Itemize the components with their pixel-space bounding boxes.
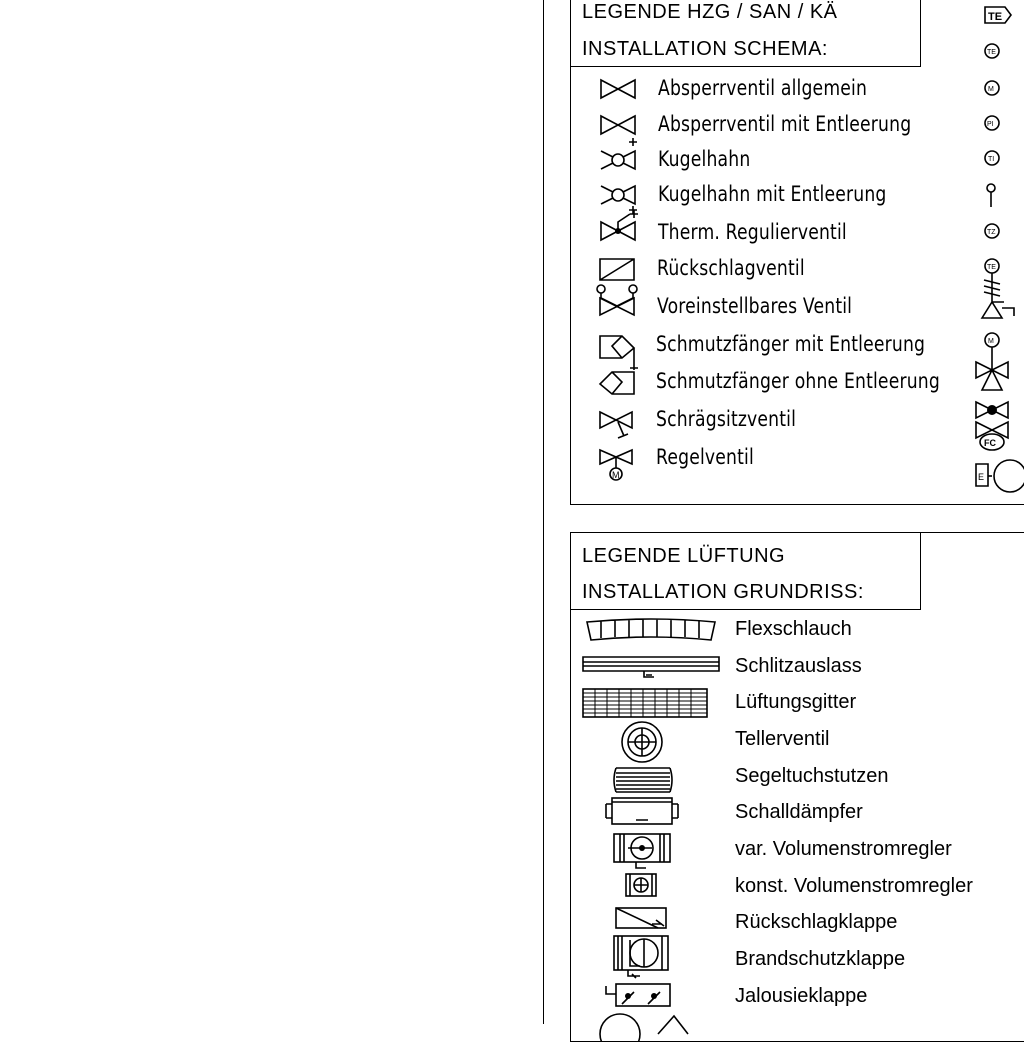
silencer-icon — [604, 796, 680, 826]
check-valve-icon — [598, 258, 636, 282]
sensor-probe-icon — [985, 183, 999, 209]
motor-icon — [983, 79, 1003, 99]
legend-lueftung-label-10: Brandschutzklappe — [735, 948, 906, 970]
check-damper-icon — [614, 906, 670, 932]
motorized-3way-valve-icon — [974, 330, 1018, 392]
angle-seat-valve-icon — [598, 408, 636, 440]
disc-valve-icon — [620, 720, 666, 766]
svg-text:TE: TE — [987, 264, 996, 271]
legend-lueftung-title-box — [570, 532, 921, 610]
legend-hzg-title-line1: LEGENDE HZG / SAN / KÄ — [582, 1, 838, 23]
canvas-connector-icon — [612, 766, 674, 794]
legend-hzg-label-6: Rückschlagventil — [657, 256, 805, 280]
legend-lueftung-label-3: Lüftungsgitter — [735, 691, 857, 713]
presettable-valve-icon — [596, 284, 638, 318]
legend-hzg-label-3: Kugelhahn — [658, 147, 751, 171]
fc-valve-icon — [974, 398, 1018, 454]
svg-text:M: M — [988, 338, 994, 345]
flex-hose-icon — [583, 618, 719, 644]
legend-lueftung-label-2: Schlitzauslass — [735, 655, 862, 677]
legend-hzg-label-2: Absperrventil mit Entleerung — [658, 112, 912, 136]
legend-hzg-label-5: Therm. Regulierventil — [658, 220, 847, 244]
legend-lueftung-label-5: Segeltuchstutzen — [735, 765, 889, 787]
fire-damper-icon — [610, 934, 672, 980]
slot-outlet-icon — [582, 655, 722, 681]
svg-text:TE: TE — [987, 49, 996, 56]
svg-text:TI: TI — [988, 156, 995, 163]
svg-text:PI: PI — [987, 121, 994, 128]
te-box-icon — [983, 5, 1013, 25]
shutoff-valve-drain-icon — [600, 114, 640, 146]
legend-lueftung-label-4: Tellerventil — [735, 728, 830, 750]
legend-lueftung-label-8: konst. Volumenstromregler — [735, 875, 973, 897]
strainer-drain-icon — [598, 334, 642, 374]
strainer-icon — [598, 370, 638, 398]
thermostatic-valve-icon — [600, 208, 640, 244]
temperature-indicator-icon — [983, 149, 1003, 169]
legend-hzg-label-8: Schmutzfänger mit Entleerung — [656, 332, 926, 356]
pump-icon — [974, 456, 1024, 492]
svg-text:E: E — [978, 472, 985, 482]
legend-hzg-title-line2: INSTALLATION SCHEMA: — [582, 38, 828, 60]
svg-text:M: M — [612, 470, 620, 480]
sheet-border-line — [543, 0, 544, 1024]
safety-valve-icon — [980, 256, 1024, 326]
svg-text:M: M — [988, 86, 994, 93]
constant-flow-regulator-icon — [624, 872, 660, 900]
legend-lueftung-label-7: var. Volumenstromregler — [735, 838, 952, 860]
legend-lueftung-label-11: Jalousieklappe — [735, 985, 868, 1007]
te-sensor-icon — [983, 42, 1003, 62]
tz-sensor-icon — [983, 222, 1003, 242]
fan-icon — [598, 1010, 694, 1030]
svg-text:TZ: TZ — [987, 229, 996, 236]
variable-flow-regulator-icon — [612, 832, 672, 872]
ball-valve-icon — [600, 149, 636, 173]
svg-text:TE: TE — [988, 11, 1003, 23]
legend-lueftung-label-6: Schalldämpfer — [735, 801, 863, 823]
legend-hzg-label-4: Kugelhahn mit Entleerung — [658, 182, 887, 206]
legend-lueftung-title-line1: LEGENDE LÜFTUNG — [582, 545, 786, 567]
legend-hzg-label-1: Absperrventil allgemein — [658, 76, 868, 100]
legend-hzg-label-7: Voreinstellbares Ventil — [657, 294, 853, 318]
legend-lueftung-title-line2: INSTALLATION GRUNDRISS: — [582, 581, 864, 603]
pressure-indicator-icon — [983, 114, 1003, 134]
legend-lueftung-label-9: Rückschlagklappe — [735, 911, 898, 933]
legend-lueftung-label-1: Flexschlauch — [735, 618, 852, 640]
control-valve-icon — [598, 446, 636, 486]
ventilation-grille-icon — [582, 688, 710, 720]
legend-hzg-label-11: Regelventil — [656, 445, 754, 469]
legend-hzg-label-9: Schmutzfänger ohne Entleerung — [656, 369, 940, 393]
legend-hzg-label-10: Schrägsitzventil — [656, 407, 797, 431]
legend-hzg-title-box — [570, 0, 921, 67]
svg-text:FC: FC — [984, 438, 996, 448]
shutoff-valve-icon — [600, 78, 636, 102]
